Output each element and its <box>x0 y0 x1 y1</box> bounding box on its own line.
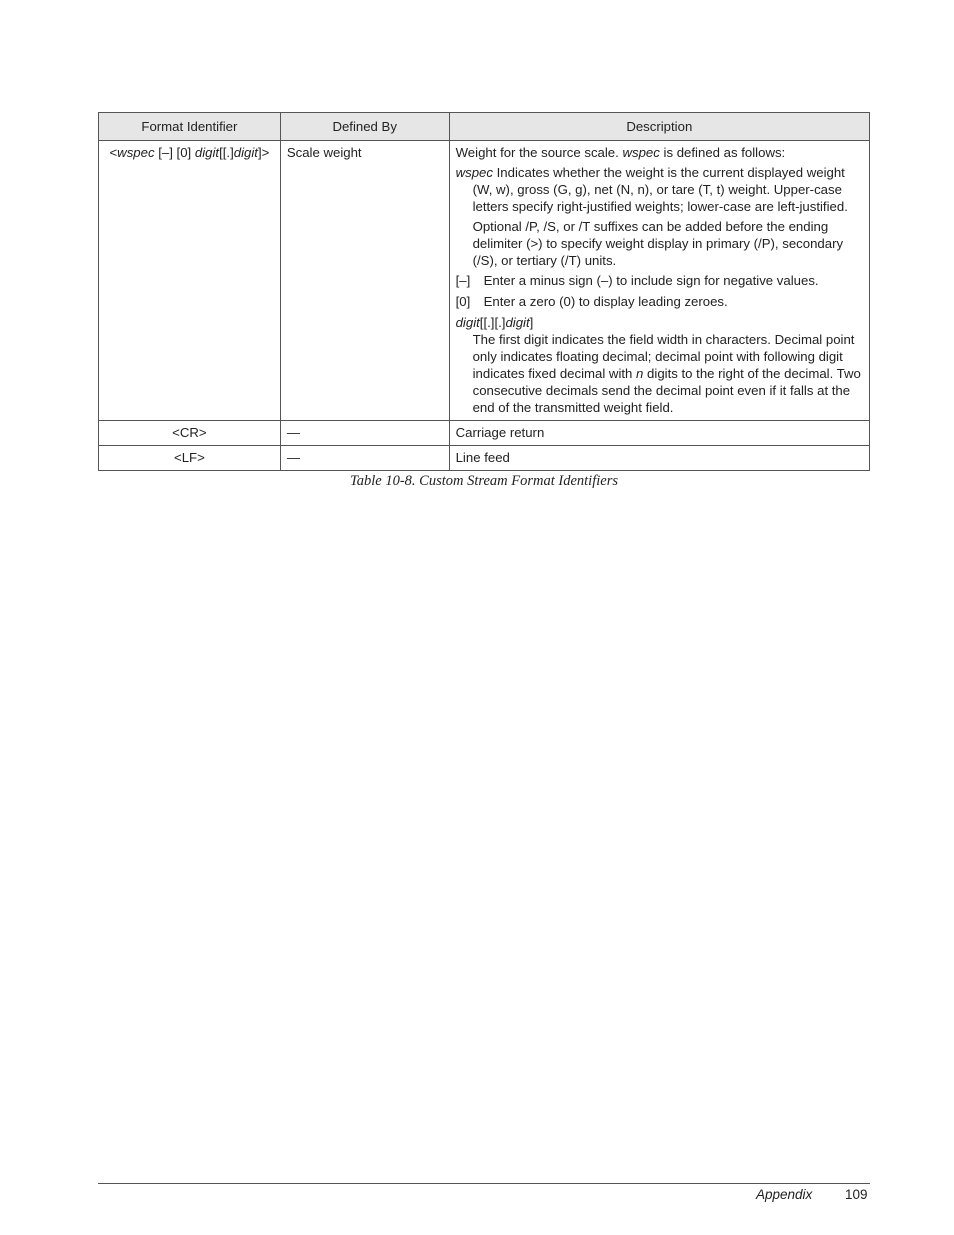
defined-by-cell: Scale weight <box>280 141 449 421</box>
defined-by-cell: — <box>280 446 449 471</box>
table-row <box>99 446 870 471</box>
identifier-cell: <CR> <box>99 421 281 446</box>
minus-sign-option: [–] Enter a minus sign (–) to include sign for negative values. <box>455 273 819 288</box>
zero-option: [0] Enter a zero (0) to display leading zeroes. <box>455 294 728 309</box>
digit-term: digit[[.][.]digit] <box>455 315 534 330</box>
description-cell: Carriage return <box>449 421 869 446</box>
identifier-cell <box>99 141 281 421</box>
page-number: 109 <box>845 1187 868 1202</box>
wspec-definition: wspec Indicates whether the weight is the current displayed weight (W, w), gross (G, g), net (N, n), or tare (T, t) weight. Upper-case letters specify right-justified weights; lower-case are left-justified. <box>455 165 848 214</box>
description-cell: Line feed <box>449 446 869 471</box>
footer-section-name: Appendix <box>756 1187 813 1202</box>
table-caption: Table 10-8. Custom Stream Format Identifiers <box>350 473 618 489</box>
header-defined-by: Defined By <box>280 113 449 141</box>
suffix-note: Optional /P, /S, or /T suffixes can be added before the ending delimiter (>) to specify weight display in primary (/P), secondary (/S), or tertiary (/T) units. <box>472 219 844 268</box>
table-row <box>99 421 870 446</box>
format-identifiers-table <box>98 112 870 471</box>
identifier-text: <wspec [–] [0] digit[[.]digit]> <box>109 145 270 160</box>
description-cell <box>449 141 869 421</box>
header-description: Description <box>449 113 869 141</box>
defined-by-cell: — <box>280 421 449 446</box>
header-format-identifier: Format Identifier <box>99 113 281 141</box>
digit-description: The first digit indicates the field width in characters. Decimal point only indicates floating decimal; decimal point with following digit indicates fixed decimal with n digits to the right of the decimal. Two consecutive decimals send the decimal point even if it falls at the end of the transmitted weight field. <box>472 332 861 415</box>
table-row <box>99 141 870 421</box>
identifier-cell: <LF> <box>99 446 281 471</box>
table-header-row <box>99 113 870 141</box>
description-intro: Weight for the source scale. wspec is defined as follows: <box>455 145 786 160</box>
footer-divider <box>98 1183 870 1184</box>
